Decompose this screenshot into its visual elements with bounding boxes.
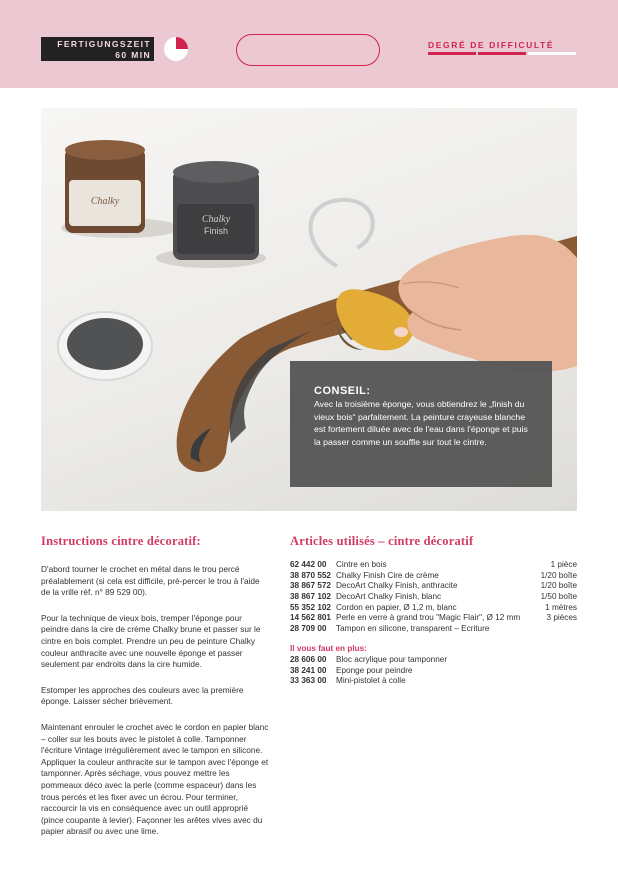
svg-text:Finish: Finish	[203, 226, 229, 236]
article-row	[290, 571, 577, 582]
time-value: 60 MIN	[115, 50, 151, 60]
article-qty: 1 pièce	[550, 560, 577, 569]
article-row	[290, 592, 577, 603]
title-placeholder-pill	[236, 34, 380, 66]
paint-lid	[58, 312, 152, 380]
article-qty: 1 mètres	[545, 602, 577, 612]
article-name: Tampon en silicone, transparent – Ecriture	[336, 624, 490, 634]
article-qty: 1/50 boîte	[540, 592, 577, 602]
article-row	[290, 666, 577, 677]
article-row	[290, 603, 577, 614]
hand	[394, 235, 577, 372]
article-number: 33 363 00	[290, 676, 327, 686]
articles-list	[290, 560, 577, 687]
also-needed-label: Il vous faut en plus:	[290, 643, 367, 653]
instruction-paragraph: Maintenant enrouler le crochet avec le cordon en papier blanc – coller sur les bouts avec le pistolet à colle. Tamponner l'écriture Vintage irrégulièrement avec le tampon en silicone. Appliquer la couleur anthracite sur le tampon avec l'éponge et tamponner. Après séchage, vous pouvez mettre les pommeaux déco avec la perle (comme espaceur) dans les trous percés et les fixer avec un écrou. Pour terminer, raccourcir la vis en conséquence avec un outil approprié (pince coupante à levier). Façonner les arêtes vives avec du papier abrasif ou avec une lime.	[41, 721, 269, 837]
instruction-paragraph: D'abord tourner le crochet en métal dans le trou percé préalablement (si cela est difficile, pré-percer le trou à l'aide de la vrille réf. n° 89 529 00).	[41, 564, 260, 598]
instructions-title: Instructions cintre décoratif:	[41, 534, 201, 548]
clock-icon	[163, 36, 189, 62]
instruction-paragraph: Estomper les approches des couleurs avec la première éponge. Laisser sécher brièvement.	[41, 684, 244, 707]
article-number: 14 562 801	[290, 613, 331, 623]
instruction-paragraph: Pour la technique de vieux bois, tremper l'éponge pour peindre dans la cire de crème Chalky brune et passer sur le cintre en bois complet. Prendre un peu de peinture Chalky couleur anthracite avec une nouvelle éponge et passer seulement par endroits dans la cire humide.	[41, 612, 261, 670]
article-number: 62 442 00	[290, 560, 327, 569]
article-number: 38 241 00	[290, 665, 327, 675]
anthracite-paint-jar	[173, 161, 259, 260]
tip-title: CONSEIL:	[314, 385, 371, 397]
article-row	[290, 624, 577, 635]
article-qty: 3 pièces	[546, 613, 577, 623]
article-number: 28 606 00	[290, 654, 327, 664]
instructions-body	[41, 564, 269, 852]
article-name: Cordon en papier, Ø 1,2 m, blanc	[336, 602, 457, 612]
article-name: Mini-pistolet à colle	[336, 676, 406, 686]
difficulty-segment	[528, 52, 576, 55]
article-row	[290, 613, 577, 624]
article-name: DecoArt Chalky Finish, blanc	[336, 592, 442, 602]
svg-text:Chalky: Chalky	[90, 196, 120, 207]
article-name: Chalky Finish Cire de crème	[336, 570, 439, 580]
article-name: Perle en verre à grand trou "Magic Flair", Ø 12 mm	[336, 613, 521, 623]
article-row	[290, 655, 577, 666]
difficulty-segment	[478, 52, 526, 55]
article-qty: 1/20 boîte	[540, 581, 577, 591]
article-row	[290, 581, 577, 592]
article-number: 38 870 552	[290, 570, 331, 580]
article-number: 28 709 00	[290, 624, 327, 634]
svg-text:Chalky: Chalky	[201, 214, 231, 225]
hanger-hook	[311, 200, 373, 266]
article-number: 55 352 102	[290, 602, 331, 612]
time-label: FERTIGUNGSZEIT	[57, 39, 151, 49]
article-row	[290, 676, 577, 687]
article-row	[290, 560, 577, 571]
difficulty-label: DEGRÉ DE DIFFICULTÉ	[428, 40, 555, 50]
article-name: DecoArt Chalky Finish, anthracite	[336, 581, 458, 591]
tip-box	[290, 361, 552, 487]
article-number: 38 867 572	[290, 581, 331, 591]
brown-wax-jar	[65, 140, 145, 233]
article-name: Cintre en bois	[336, 560, 387, 569]
articles-title: Articles utilisés – cintre décoratif	[290, 534, 474, 548]
article-name: Bloc acrylique pour tamponner	[336, 654, 448, 664]
article-number: 38 867 102	[290, 592, 331, 602]
tip-text: Avec la troisième éponge, vous obtiendrez le „finish du vieux bois“ parfaitement. La peinture crayeuse blanche est fortement diluée avec de l'eau dans l'éponge et puis la passer comme un souffle sur tout le cintre.	[314, 399, 528, 447]
article-name: Eponge pour peindre	[336, 665, 413, 675]
article-qty: 1/20 boîte	[540, 570, 577, 580]
production-time-box	[41, 37, 154, 61]
difficulty-segment	[428, 52, 476, 55]
